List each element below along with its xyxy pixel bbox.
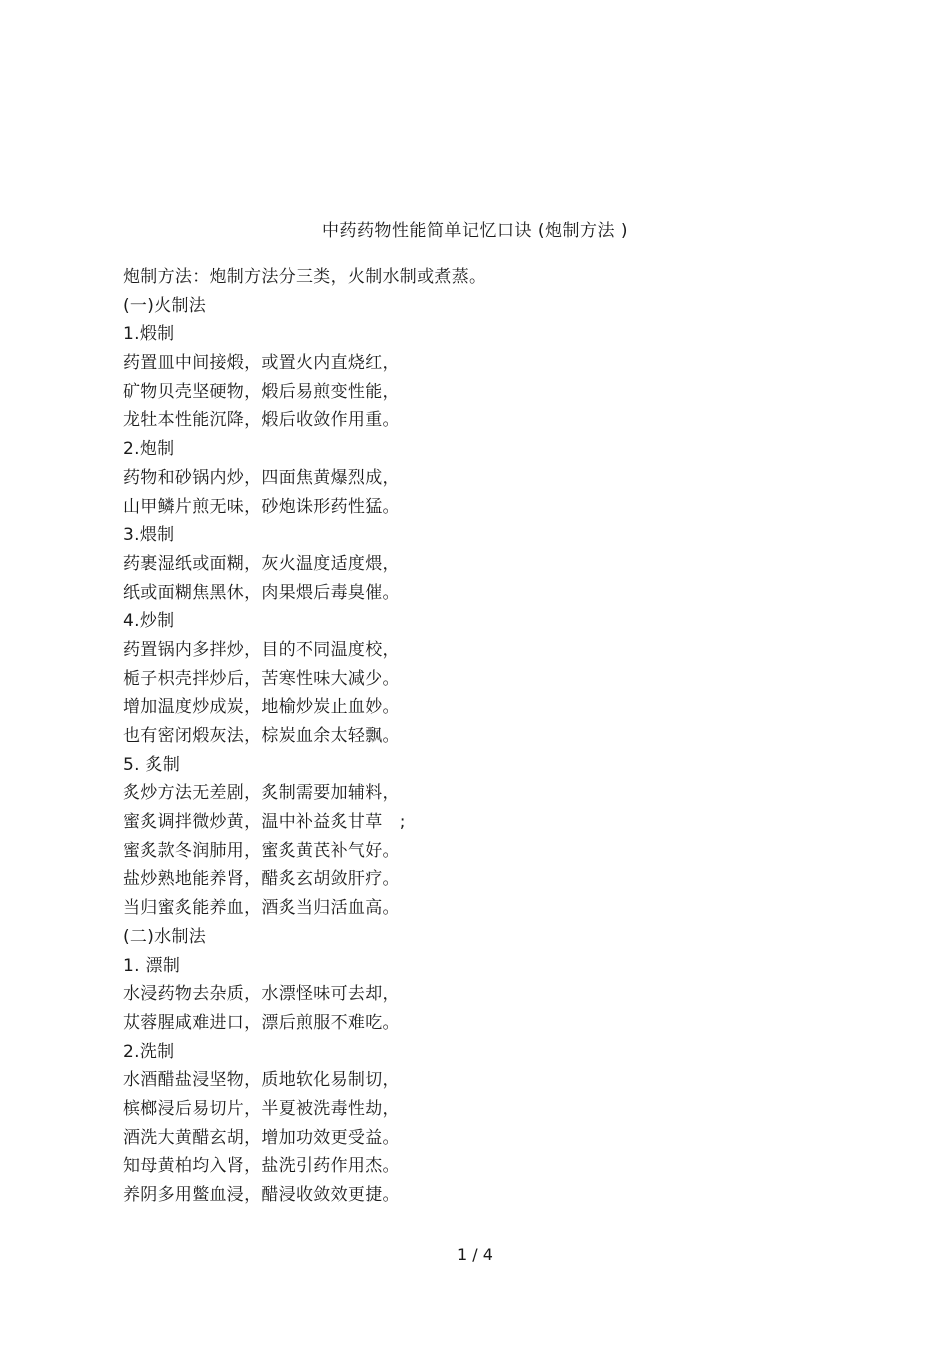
verse-line: 苁蓉腥咸难进口，漂后煎服不难吃。 [123,1012,400,1033]
subsection-heading: 2.炮制 [123,439,175,460]
verse-line: 蜜炙调拌微炒黄，温中补益炙甘草 ; [123,812,406,833]
section-heading: (二)水制法 [123,926,207,947]
verse-line: 增加温度炒成炭，地榆炒炭止血妙。 [123,697,400,718]
verse-line: 龙牡本性能沉降，煅后收敛作用重。 [123,410,400,431]
verse-line: 知母黄柏均入肾，盐洗引药作用杰。 [123,1156,400,1177]
verse-line: 山甲鳞片煎无味，砂炮诛形药性猛。 [123,496,400,517]
verse-line: 盐炒熟地能养肾，醋炙玄胡敛肝疗。 [123,869,400,890]
verse-line: 水酒醋盐浸坚物，质地软化易制切， [123,1070,400,1091]
section-heading: (一)火制法 [123,295,207,316]
subsection-heading: 3.煨制 [123,525,175,546]
document-title: 中药药物性能简单记忆口诀 (炮制方法 ) [321,221,629,241]
verse-line: 水浸药物去杂质，水漂怪味可去却， [123,984,400,1005]
verse-line: 药置皿中间接煅，或置火内直烧红， [123,353,400,374]
verse-line: 蜜炙款冬润肺用，蜜炙黄芪补气好。 [123,840,400,861]
verse-line: 槟榔浸后易切片，半夏被洗毒性劫， [123,1098,400,1119]
verse-line: 栀子枳壳拌炒后，苦寒性味大减少。 [123,668,400,689]
subsection-heading: 5. 炙制 [123,754,181,775]
verse-line: 药物和砂锅内炒，四面焦黄爆烈成， [123,467,400,488]
verse-line: 炙炒方法无差剧，炙制需要加辅料， [123,783,400,804]
subsection-heading: 1.煅制 [123,324,175,345]
verse-line: 当归蜜炙能养血，酒炙当归活血高。 [123,898,400,919]
text-line: 炮制方法：炮制方法分三类，火制水制或煮蒸。 [123,267,487,287]
verse-line: 药裹湿纸或面糊，灰火温度适度煨， [123,553,400,574]
subsection-heading: 1. 漂制 [123,955,181,976]
verse-line: 药置锅内多拌炒，目的不同温度校， [123,639,400,660]
verse-line: 也有密闭煅灰法，棕炭血余太轻飘。 [123,726,400,746]
document-body [123,263,823,1210]
subsection-heading: 4.炒制 [123,611,175,632]
verse-line: 酒洗大黄醋玄胡，增加功效更受益。 [123,1127,400,1148]
verse-line: 纸或面糊焦黑休，肉果煨后毒臭催。 [123,582,400,603]
verse-line: 养阴多用鳖血浸，醋浸收敛效更捷。 [123,1185,400,1205]
subsection-heading: 2.洗制 [123,1041,175,1062]
verse-line: 矿物贝壳坚硬物，煅后易煎变性能， [123,381,400,402]
page-number: 1 / 4 [457,1245,493,1264]
